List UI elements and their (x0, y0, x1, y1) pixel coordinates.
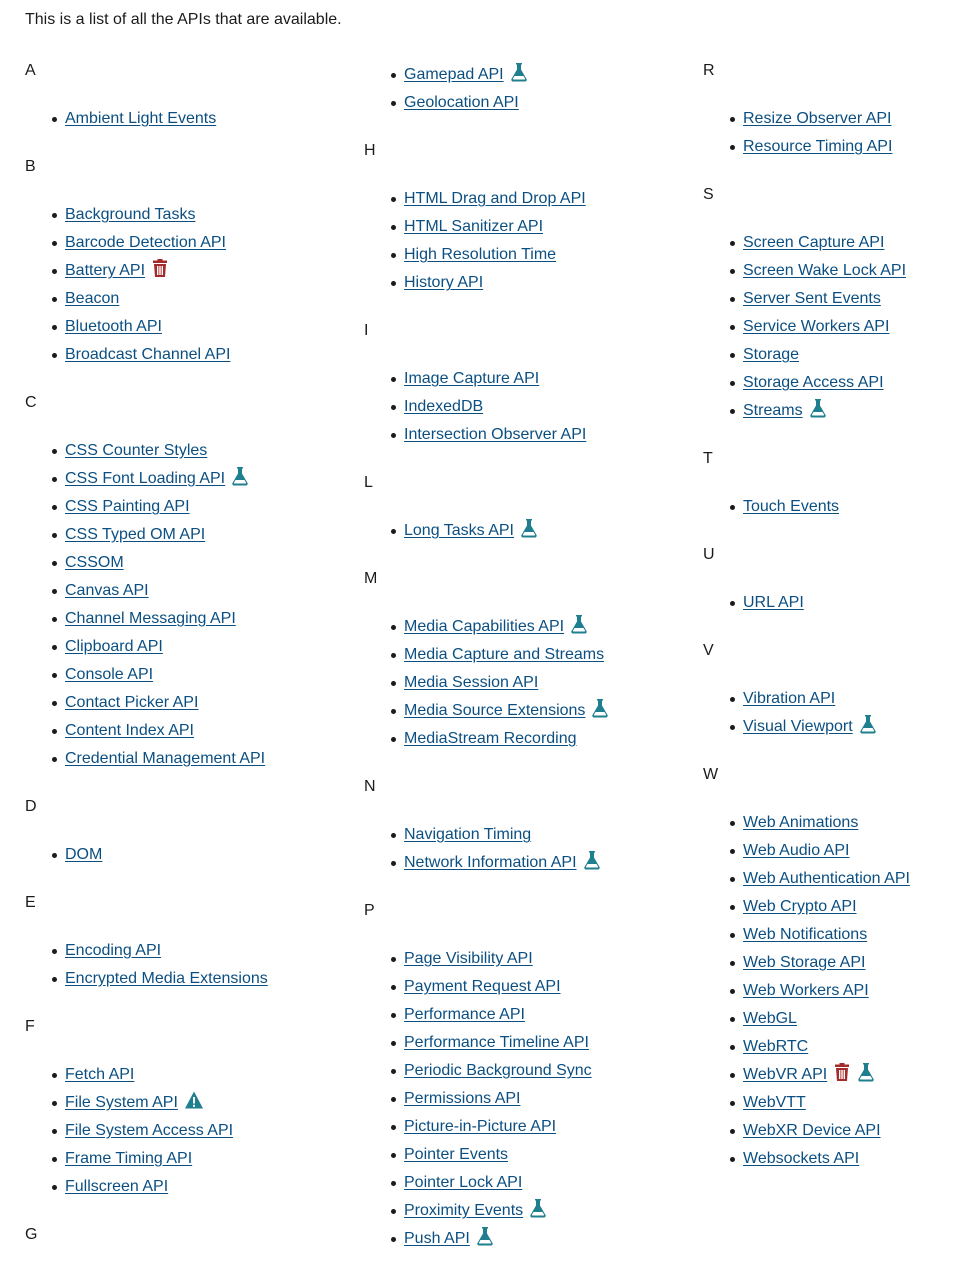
list-item (703, 1061, 957, 1089)
letter-heading-d: D (25, 798, 37, 815)
list-item (25, 105, 365, 133)
list-item (25, 577, 365, 605)
api-link-webvtt[interactable]: WebVTT (743, 1094, 806, 1111)
list-item (364, 1141, 704, 1169)
letter-heading-b: B (25, 158, 36, 175)
list-item (703, 837, 957, 865)
api-link-resize-observer-api[interactable]: Resize Observer API (743, 110, 892, 127)
list-item (25, 717, 365, 745)
api-column-3 (703, 61, 957, 1197)
api-link-web-authentication-api[interactable]: Web Authentication API (743, 870, 910, 887)
api-column-1 (25, 61, 365, 1269)
list-item (364, 821, 704, 849)
api-link-dom[interactable]: DOM (65, 846, 103, 863)
letter-heading-a: A (25, 62, 36, 79)
experimental-flask-icon[interactable] (809, 398, 827, 418)
list-item (364, 269, 704, 297)
list-item (25, 465, 365, 493)
letter-heading-c: C (25, 394, 37, 411)
letter-heading-g: G (25, 1226, 38, 1243)
list-item (364, 725, 704, 753)
api-link-web-audio-api[interactable]: Web Audio API (743, 842, 850, 859)
letter-heading-i: I (364, 322, 369, 339)
list-item (25, 1145, 365, 1173)
api-link-intersection-observer-api[interactable]: Intersection Observer API (404, 426, 587, 443)
list-item (364, 669, 704, 697)
api-link-battery-api[interactable]: Battery API (65, 262, 146, 279)
letter-heading-u: U (703, 546, 715, 563)
list-item (25, 313, 365, 341)
api-link-webrtc[interactable]: WebRTC (743, 1038, 809, 1055)
api-list (703, 809, 957, 1173)
list-item (25, 841, 365, 869)
experimental-flask-icon[interactable] (476, 1226, 494, 1246)
api-link-file-system-api[interactable]: File System API (65, 1094, 178, 1111)
api-link-touch-events[interactable]: Touch Events (743, 498, 840, 515)
list-item (364, 213, 704, 241)
api-list (364, 821, 704, 877)
api-list (25, 105, 365, 133)
experimental-flask-icon[interactable] (583, 850, 601, 870)
api-link-fetch-api[interactable]: Fetch API (65, 1066, 135, 1083)
list-item (25, 605, 365, 633)
list-item (25, 341, 365, 369)
api-link-pointer-lock-api[interactable]: Pointer Lock API (404, 1174, 523, 1191)
letter-heading-s: S (703, 186, 714, 203)
api-link-storage[interactable]: Storage (743, 346, 800, 363)
list-item (25, 285, 365, 313)
api-link-navigation-timing[interactable]: Navigation Timing (404, 826, 532, 843)
api-link-history-api[interactable]: History API (404, 274, 484, 291)
api-link-web-animations[interactable]: Web Animations (743, 814, 859, 831)
api-link-performance-api[interactable]: Performance API (404, 1006, 525, 1023)
api-link-proximity-events[interactable]: Proximity Events (404, 1202, 524, 1219)
letter-heading-l: L (364, 474, 373, 491)
list-item (703, 1089, 957, 1117)
api-link-media-session-api[interactable]: Media Session API (404, 674, 539, 691)
list-item (703, 229, 957, 257)
api-link-periodic-background-sync[interactable]: Periodic Background Sync (404, 1062, 592, 1079)
list-item (25, 1173, 365, 1201)
list-item (25, 229, 365, 257)
list-item (703, 1145, 957, 1173)
api-link-resource-timing-api[interactable]: Resource Timing API (743, 138, 893, 155)
api-link-cssom[interactable]: CSSOM (65, 554, 124, 571)
api-link-media-source-extensions[interactable]: Media Source Extensions (404, 702, 586, 719)
api-link-url-api[interactable]: URL API (743, 594, 804, 611)
api-link-encoding-api[interactable]: Encoding API (65, 942, 162, 959)
api-link-file-system-access-api[interactable]: File System Access API (65, 1122, 234, 1139)
api-link-fullscreen-api[interactable]: Fullscreen API (65, 1178, 169, 1195)
api-list (25, 437, 365, 773)
list-item (25, 257, 365, 285)
api-link-channel-messaging-api[interactable]: Channel Messaging API (65, 610, 236, 627)
api-link-gamepad-api[interactable]: Gamepad API (404, 66, 504, 83)
list-item (364, 945, 704, 973)
api-link-web-storage-api[interactable]: Web Storage API (743, 954, 866, 971)
experimental-flask-icon[interactable] (857, 1062, 875, 1082)
list-item (703, 1033, 957, 1061)
experimental-flask-icon[interactable] (520, 518, 538, 538)
letter-heading-m: M (364, 570, 378, 587)
api-link-performance-timeline-api[interactable]: Performance Timeline API (404, 1034, 589, 1051)
api-link-payment-request-api[interactable]: Payment Request API (404, 978, 561, 995)
list-item (703, 341, 957, 369)
api-list (703, 105, 957, 161)
letter-heading-h: H (364, 142, 376, 159)
list-item (25, 965, 365, 993)
api-link-media-capture-and-streams[interactable]: Media Capture and Streams (404, 646, 605, 663)
api-link-push-api[interactable]: Push API (404, 1230, 470, 1247)
api-link-broadcast-channel-api[interactable]: Broadcast Channel API (65, 346, 231, 363)
api-link-web-workers-api[interactable]: Web Workers API (743, 982, 869, 999)
letter-heading-v: V (703, 642, 714, 659)
list-item (364, 365, 704, 393)
list-item (703, 713, 957, 741)
api-link-css-painting-api[interactable]: CSS Painting API (65, 498, 190, 515)
list-item (25, 1117, 365, 1145)
api-list (25, 937, 365, 993)
list-item (364, 1169, 704, 1197)
api-list (364, 517, 704, 545)
api-list (703, 685, 957, 741)
api-link-barcode-detection-api[interactable]: Barcode Detection API (65, 234, 226, 251)
api-link-beacon[interactable]: Beacon (65, 290, 120, 307)
list-item (364, 421, 704, 449)
api-list (25, 1061, 365, 1201)
list-item (364, 1225, 704, 1253)
list-item (25, 493, 365, 521)
api-link-storage-access-api[interactable]: Storage Access API (743, 374, 884, 391)
api-link-html-drag-and-drop-api[interactable]: HTML Drag and Drop API (404, 190, 586, 207)
api-link-screen-capture-api[interactable]: Screen Capture API (743, 234, 885, 251)
api-link-css-counter-styles[interactable]: CSS Counter Styles (65, 442, 208, 459)
list-item (25, 689, 365, 717)
letter-heading-t: T (703, 450, 713, 467)
api-link-pointer-events[interactable]: Pointer Events (404, 1146, 509, 1163)
list-item (364, 185, 704, 213)
list-item (364, 89, 704, 117)
api-link-web-crypto-api[interactable]: Web Crypto API (743, 898, 857, 915)
list-item (364, 517, 704, 545)
api-link-ambient-light-events[interactable]: Ambient Light Events (65, 110, 217, 127)
warning-triangle-icon[interactable] (184, 1090, 202, 1110)
api-list (364, 365, 704, 449)
list-item (364, 1113, 704, 1141)
api-link-content-index-api[interactable]: Content Index API (65, 722, 194, 739)
list-item (703, 133, 957, 161)
list-item (703, 685, 957, 713)
api-link-screen-wake-lock-api[interactable]: Screen Wake Lock API (743, 262, 907, 279)
list-item (703, 493, 957, 521)
api-link-image-capture-api[interactable]: Image Capture API (404, 370, 540, 387)
list-item (703, 977, 957, 1005)
list-item (703, 589, 957, 617)
api-link-css-font-loading-api[interactable]: CSS Font Loading API (65, 470, 226, 487)
list-item (703, 257, 957, 285)
api-list (25, 201, 365, 369)
letter-heading-n: N (364, 778, 376, 795)
list-item (364, 1085, 704, 1113)
list-item (703, 1005, 957, 1033)
api-list (364, 945, 704, 1253)
list-item (364, 641, 704, 669)
api-link-picture-in-picture-api[interactable]: Picture-in-Picture API (404, 1118, 557, 1135)
list-item (364, 973, 704, 1001)
list-item (364, 61, 704, 89)
api-link-page-visibility-api[interactable]: Page Visibility API (404, 950, 533, 967)
list-item (25, 1061, 365, 1089)
letter-heading-f: F (25, 1018, 35, 1035)
api-link-web-notifications[interactable]: Web Notifications (743, 926, 868, 943)
list-item (364, 1197, 704, 1225)
list-item (364, 241, 704, 269)
list-item (25, 549, 365, 577)
api-list (364, 61, 704, 117)
intro-text: This is a list of all the APIs that are available. (25, 11, 342, 28)
deprecated-trash-icon[interactable] (833, 1062, 851, 1082)
api-link-background-tasks[interactable]: Background Tasks (65, 206, 196, 223)
api-link-server-sent-events[interactable]: Server Sent Events (743, 290, 881, 307)
list-item (25, 937, 365, 965)
api-link-bluetooth-api[interactable]: Bluetooth API (65, 318, 162, 335)
list-item (25, 521, 365, 549)
list-item (25, 201, 365, 229)
api-list (364, 613, 704, 753)
list-item (703, 921, 957, 949)
api-link-console-api[interactable]: Console API (65, 666, 154, 683)
api-link-webxr-device-api[interactable]: WebXR Device API (743, 1122, 881, 1139)
list-item (25, 1089, 365, 1117)
api-link-network-information-api[interactable]: Network Information API (404, 854, 577, 871)
api-link-vibration-api[interactable]: Vibration API (743, 690, 836, 707)
list-item (364, 1057, 704, 1085)
experimental-flask-icon[interactable] (570, 614, 588, 634)
api-link-permissions-api[interactable]: Permissions API (404, 1090, 521, 1107)
list-item (703, 949, 957, 977)
api-list (703, 493, 957, 521)
api-link-webgl[interactable]: WebGL (743, 1010, 797, 1027)
list-item (703, 865, 957, 893)
api-list (25, 841, 365, 869)
api-link-contact-picker-api[interactable]: Contact Picker API (65, 694, 199, 711)
list-item (25, 745, 365, 773)
list-item (364, 613, 704, 641)
deprecated-trash-icon[interactable] (151, 258, 169, 278)
api-link-websockets-api[interactable]: Websockets API (743, 1150, 860, 1167)
list-item (25, 661, 365, 689)
list-item (703, 285, 957, 313)
api-column-2 (364, 61, 704, 1277)
api-link-credential-management-api[interactable]: Credential Management API (65, 750, 266, 767)
experimental-flask-icon[interactable] (529, 1198, 547, 1218)
list-item (703, 369, 957, 397)
letter-heading-w: W (703, 766, 719, 783)
api-link-media-capabilities-api[interactable]: Media Capabilities API (404, 618, 565, 635)
list-item (364, 393, 704, 421)
experimental-flask-icon[interactable] (859, 714, 877, 734)
api-link-indexeddb[interactable]: IndexedDB (404, 398, 484, 415)
api-link-encrypted-media-extensions[interactable]: Encrypted Media Extensions (65, 970, 268, 987)
api-link-css-typed-om-api[interactable]: CSS Typed OM API (65, 526, 206, 543)
experimental-flask-icon[interactable] (591, 698, 609, 718)
api-link-geolocation-api[interactable]: Geolocation API (404, 94, 519, 111)
list-item (364, 1001, 704, 1029)
list-item (25, 437, 365, 465)
api-link-frame-timing-api[interactable]: Frame Timing API (65, 1150, 193, 1167)
list-item (703, 893, 957, 921)
api-link-html-sanitizer-api[interactable]: HTML Sanitizer API (404, 218, 544, 235)
list-item (364, 1029, 704, 1057)
list-item (364, 849, 704, 877)
letter-heading-p: P (364, 902, 375, 919)
api-link-service-workers-api[interactable]: Service Workers API (743, 318, 890, 335)
api-link-high-resolution-time[interactable]: High Resolution Time (404, 246, 557, 263)
api-link-canvas-api[interactable]: Canvas API (65, 582, 149, 599)
api-link-long-tasks-api[interactable]: Long Tasks API (404, 522, 514, 539)
list-item (703, 313, 957, 341)
experimental-flask-icon[interactable] (510, 62, 528, 82)
experimental-flask-icon[interactable] (231, 466, 249, 486)
api-link-mediastream-recording[interactable]: MediaStream Recording (404, 730, 577, 747)
api-list (703, 229, 957, 425)
api-link-webvr-api[interactable]: WebVR API (743, 1066, 828, 1083)
api-link-clipboard-api[interactable]: Clipboard API (65, 638, 163, 655)
list-item (25, 633, 365, 661)
list-item (364, 697, 704, 725)
api-link-visual-viewport[interactable]: Visual Viewport (743, 718, 853, 735)
letter-heading-r: R (703, 62, 715, 79)
api-link-streams[interactable]: Streams (743, 402, 803, 419)
api-list (703, 589, 957, 617)
api-list (364, 185, 704, 297)
list-item (703, 1117, 957, 1145)
list-item (703, 809, 957, 837)
list-item (703, 397, 957, 425)
list-item (703, 105, 957, 133)
letter-heading-e: E (25, 894, 36, 911)
